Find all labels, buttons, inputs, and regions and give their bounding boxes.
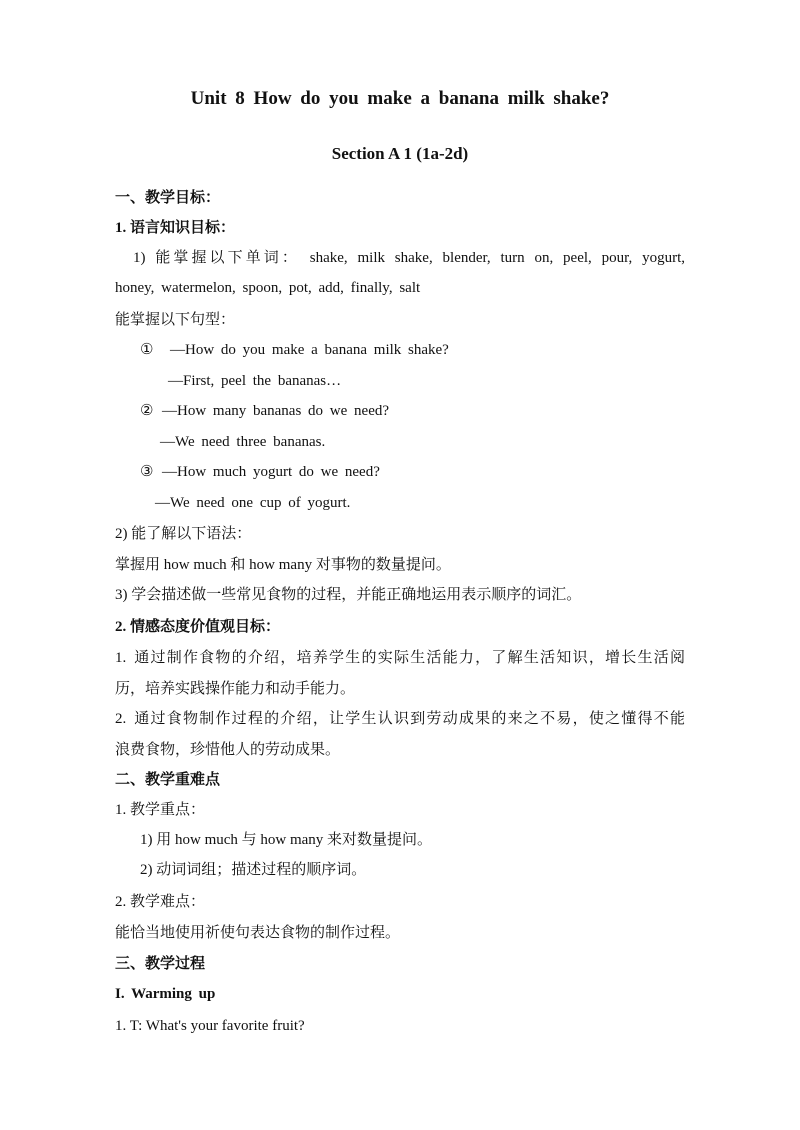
document-title: Unit 8 How do you make a banana milk shake? [190, 88, 610, 109]
difficult-points-text: 能恰当地使用祈使句表达食物的制作过程。 [115, 925, 401, 941]
key-point-1: 1) 用 how much 与 how many 来对数量提问。 [140, 832, 433, 848]
goal-1-line-1: 1. 通过制作食物的介绍，培养学生的实际生活能力，了解生活知识，增长生活阅 [115, 650, 685, 666]
dialog-question-text-3: —How much yogurt do we need? [162, 464, 380, 480]
dialog-question-2 [140, 401, 685, 421]
warming-up-item-1: 1. T: What's your favorite fruit? [115, 1018, 305, 1034]
dialog-answer-1: —First, peel the bananas… [168, 373, 342, 389]
document-subtitle: Section A 1 (1a-2d) [331, 144, 469, 163]
goal-1-line-2: 历，培养实践操作能力和动手能力。 [115, 681, 356, 697]
subheading-language-knowledge: 1. 语言知识目标： [115, 220, 236, 236]
dialog-question-1 [140, 340, 685, 360]
grammar-text: 掌握用 how much 和 how many 对事物的数量提问。 [115, 557, 451, 573]
goal-2-line-1: 2. 通过食物制作过程的介绍，让学生认识到劳动成果的来之不易，使之懂得不能 [115, 711, 685, 727]
key-point-2: 2) 动词词组；描述过程的顺序词。 [140, 862, 367, 878]
subheading-emotional-goals: 2. 情感态度价值观目标： [115, 619, 281, 635]
dialog-question-3 [140, 462, 685, 482]
dialog-question-text-1: —How do you make a banana milk shake? [170, 342, 449, 358]
difficult-points-heading: 2. 教学难点： [115, 894, 206, 910]
section-heading-key-points: 二、教学重难点 [115, 772, 221, 788]
section-heading-process: 三、教学过程 [115, 956, 206, 972]
vocabulary-line-1: 1) 能掌握以下单词： shake, milk shake, blender, turn on, peel, pour, yogurt, [133, 250, 685, 266]
dialog-question-text-2: —How many bananas do we need? [162, 403, 390, 419]
dialog-number-1: ① [140, 342, 154, 358]
dialog-answer-3: —We need one cup of yogurt. [155, 495, 351, 511]
step-heading-warming-up: I. Warming up [115, 986, 216, 1002]
dialog-answer-2: —We need three bananas. [160, 434, 326, 450]
sentence-patterns-intro: 能掌握以下句型： [115, 312, 236, 328]
key-points-heading: 1. 教学重点： [115, 802, 206, 818]
vocabulary-line-2: honey, watermelon, spoon, pot, add, finally, salt [115, 280, 421, 296]
section-heading-objectives: 一、教学目标： [115, 190, 221, 206]
dialog-number-3: ③ [140, 464, 154, 480]
goal-2-line-2: 浪费食物，珍惜他人的劳动成果。 [115, 742, 341, 758]
objective-item-3: 3) 学会描述做一些常见食物的过程，并能正确地运用表示顺序的词汇。 [115, 587, 582, 603]
grammar-intro: 2) 能了解以下语法： [115, 526, 252, 542]
dialog-number-2: ② [140, 403, 154, 419]
